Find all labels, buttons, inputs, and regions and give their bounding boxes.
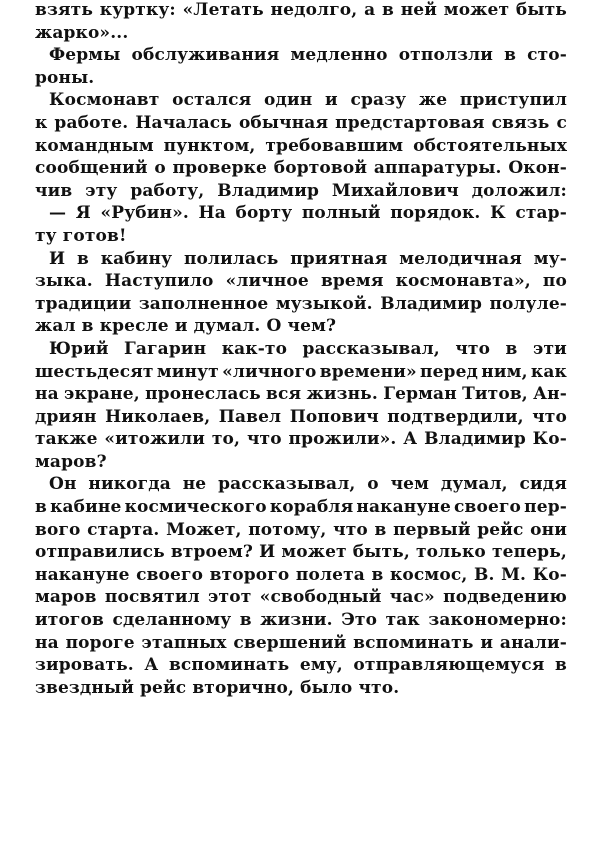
text-line: отправились втроем? И может быть, только теперь, — [35, 542, 567, 563]
text-line: взять куртку: «Летать недолго, а в ней может быть — [35, 0, 567, 20]
text-line: Он никогда не рассказывал, о чем думал, сидя — [49, 474, 567, 495]
text-line: также «итожили то, что прожили». А Владимир Ко- — [35, 429, 567, 450]
text-line: на пороге этапных свершений вспоминать и анали- — [35, 632, 567, 653]
text-line: зировать. А вспоминать ему, отправляющемуся в — [35, 655, 567, 676]
text-line: — Я «Рубин». На борту полный порядок. К стар- — [49, 203, 567, 224]
text-line: Юрий Гагарин как-то рассказывал, что в эти — [49, 338, 567, 359]
text-line: сообщений о проверке бортовой аппаратуры. Окон- — [35, 158, 567, 179]
text-line: шестьдесят минут «личного времени» перед ним, как — [35, 361, 567, 382]
page-text — [35, 0, 567, 699]
text-line: дриян Николаев, Павел Попович подтвердили, что — [35, 406, 567, 427]
text-line: жарко»... — [35, 22, 129, 43]
text-line: на экране, пронеслась вся жизнь. Герман Титов, Ан- — [35, 384, 567, 405]
text-line: жал в кресле и думал. О чем? — [35, 316, 337, 337]
text-line: накануне своего второго полета в космос, В. М. Ко- — [35, 564, 567, 585]
text-line: Космонавт остался один и сразу же приступил — [49, 90, 567, 111]
text-line: к работе. Началась обычная предстартовая связь с — [35, 112, 567, 133]
text-line: чив эту работу, Владимир Михайлович доложил: — [35, 180, 567, 201]
text-line: звездный рейс вторично, было что. — [35, 677, 400, 698]
text-line: вого старта. Может, потому, что в первый рейс они — [35, 519, 567, 540]
text-line: зыка. Наступило «личное время космонавта», по — [35, 271, 567, 292]
text-line: традиции заполненное музыкой. Владимир полуле- — [35, 293, 567, 314]
text-line: ту готов! — [35, 225, 127, 246]
text-line: итогов сделанному в жизни. Это так закономерно: — [35, 610, 567, 631]
text-line: маров посвятил этот «свободный час» подведению — [35, 587, 567, 608]
text-line: роны. — [35, 67, 95, 88]
text-line: И в кабину полилась приятная мелодичная му- — [49, 248, 567, 269]
text-line: Фермы обслуживания медленно отползли в сто- — [49, 45, 567, 66]
text-line: в кабине космического корабля накануне своего пер- — [35, 497, 567, 518]
text-line: маров? — [35, 451, 107, 472]
text-line: командным пунктом, требовавшим обстоятельных — [35, 135, 567, 156]
